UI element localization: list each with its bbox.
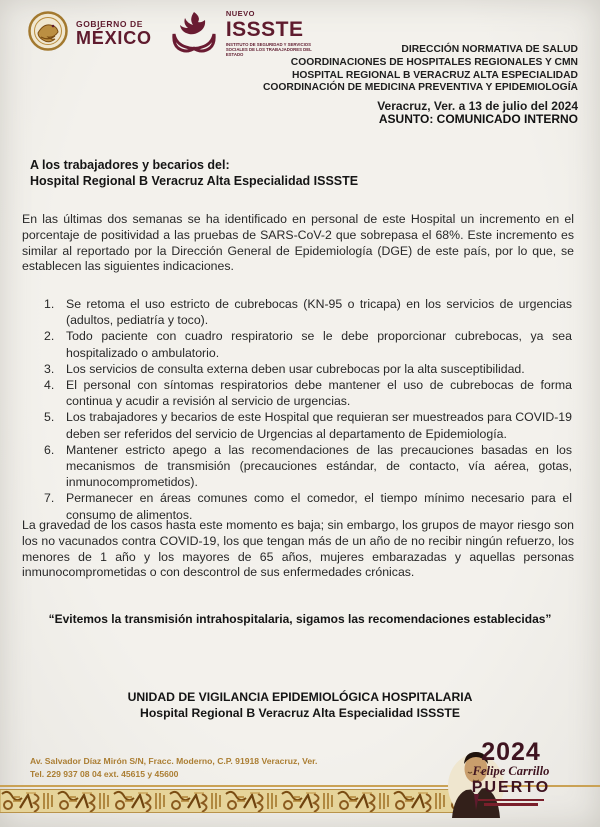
list-item: [44, 361, 572, 377]
list-item-text: Los trabajadores y becarios de este Hospital que requieran ser muestreados para COVID-19 deben ser referidos del servicio de Urgencias al departamento de Epidemiología.: [66, 410, 572, 441]
gobierno-seal-icon: [28, 11, 68, 56]
gobierno-line1: GOBIERNO DE: [76, 18, 144, 29]
org-line-2: COORDINACIONES DE HOSPITALES REGIONALES Y CMN: [290, 56, 578, 68]
list-item-number: 7.: [44, 491, 55, 506]
list-item: [44, 296, 572, 328]
list-item-text: Todo paciente con cuadro respiratorio se le debe proporcionar cubrebocas, ya sea hospitalizado o ambulatorio.: [66, 329, 572, 360]
salutation-line1: A los trabajadores y becarios del:: [30, 158, 230, 172]
issste-subtext: INSTITUTO DE SEGURIDAD Y SERVICIOS SOCIALES DE LOS TRABAJADORES DEL ESTADO: [225, 41, 312, 57]
intro-paragraph: En las últimas dos semanas se ha identificado en personal de este Hospital un incremento en el porcentaje de positividad a las pruebas de SARS-CoV-2 que sobrepasa el 68%. Este incremento es similar al reportado por la Dirección General de Epidemiología (DGE) de este país, por lo que, se establecen las siguientes indicaciones.: [22, 212, 574, 274]
list-item-number: 5.: [44, 410, 55, 425]
list-item-text: Permanecer en áreas comunes como el comedor, el tiempo mínimo necesario para el consumo de alimentos.: [66, 491, 572, 522]
indications-list: [44, 296, 572, 523]
list-item-text: Los servicios de consulta externa deben usar cubrebocas por la alta susceptibilidad.: [66, 361, 525, 376]
campaign-first-name: Felipe Carrillo: [472, 764, 550, 778]
list-item-number: 4.: [44, 378, 55, 393]
salutation-line2: Hospital Regional B Veracruz Alta Especialidad ISSSTE: [30, 173, 359, 188]
campaign-surname: PUERTO: [471, 778, 551, 796]
list-item-text: El personal con síntomas respiratorios debe mantener el uso de cubrebocas de forma continua y acudir a revisión al servicio de urgencias.: [66, 378, 572, 409]
greca-pattern-band: [0, 789, 472, 818]
org-header: [263, 44, 578, 95]
list-item-number: 6.: [44, 442, 55, 457]
signature-line2: Hospital Regional B Veracruz Alta Especialidad ISSSTE: [140, 705, 460, 720]
closing-paragraph: La gravedad de los casos hasta este momento es baja; sin embargo, los grupos de mayor riesgo son los no vacunados contra COVID-19, los que tengan más de un año de no recibir ningún refuerzo, los menores de 1 año y los mayores de 65 años, mujeres embarazadas y aquellas personas inmunocomprometidas o con descontrol de sus enfermedades crónicas.: [22, 518, 574, 580]
list-item-number: 1.: [44, 297, 55, 311]
salutation: [30, 158, 358, 189]
list-item-number: 3.: [44, 361, 55, 376]
list-item-text: Mantener estricto apego a las recomendaciones de las precauciones basadas en los mecanismos de transmisión (precauciones estándar, de contacto, vía aérea, gotas, inmunocomprometidos).: [66, 442, 572, 490]
issste-hands-icon: [170, 8, 218, 59]
signature-block: [0, 690, 600, 721]
campaign-emblem: [436, 740, 586, 806]
campaign-small-text-bar: [478, 799, 544, 802]
list-item-text: Se retoma el uso estricto de cubrebocas (KN-95 o tricapa) en los servicios de urgencias (adultos, pediatría y toco).: [66, 297, 572, 328]
list-item: [44, 328, 572, 360]
org-line-1: DIRECCIÓN NORMATIVA DE SALUD: [401, 44, 578, 55]
subject-line: ASUNTO: COMUNICADO INTERNO: [378, 112, 578, 126]
footer-address-block: [30, 755, 317, 780]
org-line-4: COORDINACIÓN DE MEDICINA PREVENTIVA Y EPIDEMIOLOGÍA: [262, 82, 578, 94]
campaign-year: 2024: [481, 738, 541, 766]
footer-phone: Tel. 229 937 08 04 ext. 45615 y 45600: [30, 768, 179, 779]
list-item: [44, 442, 572, 491]
list-item: [44, 377, 572, 409]
org-line-3: HOSPITAL REGIONAL B VERACRUZ ALTA ESPECIALIDAD: [291, 69, 578, 81]
list-item: [44, 409, 572, 441]
list-item-number: 2.: [44, 329, 55, 344]
issste-name-label: ISSSTE: [225, 17, 304, 41]
issste-nuevo-label: NUEVO: [225, 9, 255, 19]
campaign-small-text-bar: [484, 803, 538, 806]
dateline: Veracruz, Ver. a 13 de julio del 2024: [377, 99, 578, 113]
quote-line: “Evitemos la transmisión intrahospitalaria, sigamos las recomendaciones establecidas”: [48, 612, 552, 626]
gobierno-line2: MÉXICO: [76, 28, 152, 49]
signature-line1: UNIDAD DE VIGILANCIA EPIDEMIOLÓGICA HOSPITALARIA: [127, 690, 473, 704]
footer-address: Av. Salvador Díaz Mirón S/N, Fracc. Moderno, C.P. 91918 Veracruz, Ver.: [30, 756, 318, 766]
gobierno-wordmark: [76, 20, 152, 48]
